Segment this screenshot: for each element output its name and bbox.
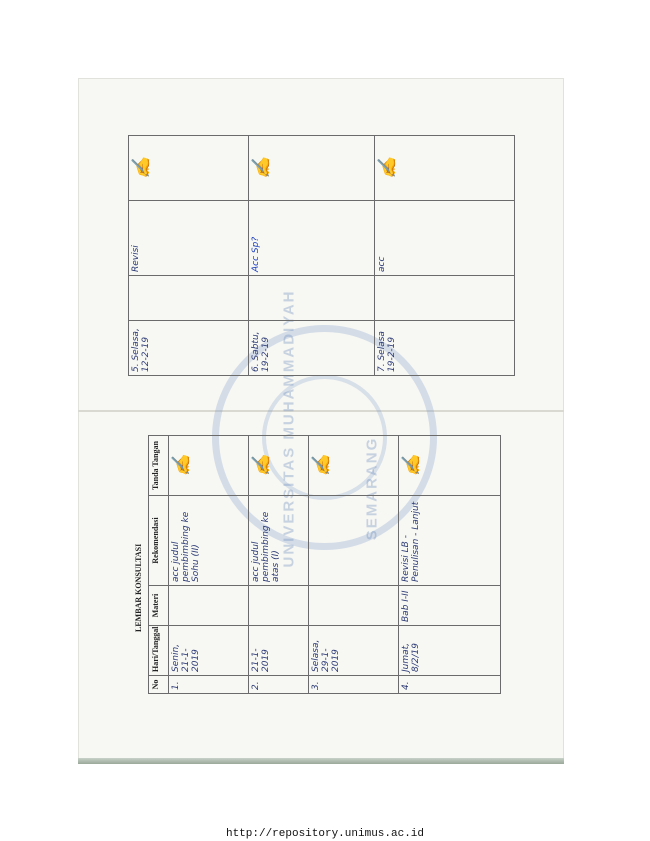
row-no: 2. xyxy=(249,676,309,694)
row-date: 21-1-2019 xyxy=(249,626,309,676)
sheet-title: LEMBAR KONSULTASI xyxy=(134,543,143,632)
row-no: 6. xyxy=(251,363,261,372)
signature: ✍ xyxy=(249,136,375,201)
upper-table xyxy=(128,135,515,376)
row-date: Senin, 21-1-2019 xyxy=(169,626,249,676)
row-rekomendasi: acc judul pembimbing ke atas (I) xyxy=(249,496,309,586)
row-materi xyxy=(309,586,399,626)
row-no: 4. xyxy=(399,676,501,694)
table-row xyxy=(249,136,375,376)
upper-table-wrap xyxy=(128,136,514,376)
table-row xyxy=(309,436,399,694)
watermark-bottom-text: SEMARANG xyxy=(363,436,381,541)
row-materi: Bab I-II xyxy=(399,586,501,626)
row-date: Selasa, 29-1-2019 xyxy=(309,626,399,676)
row-materi xyxy=(249,276,375,321)
row-rekomendasi xyxy=(309,496,399,586)
watermark-top-text: UNIVERSITAS MUHAMMADIYAH xyxy=(280,289,298,568)
col-no: No xyxy=(149,676,169,694)
row-date-text: Selasa, 12-2-19 xyxy=(131,328,151,372)
row-no: 7. xyxy=(377,363,387,372)
row-rekomendasi: Revisi LB - Penulisan - Lanjut xyxy=(399,496,501,586)
col-ttd: Tanda Tangan xyxy=(149,436,169,496)
row-rekomendasi: Acc Sp? xyxy=(249,201,375,276)
row-rekomendasi: Revisi xyxy=(129,201,249,276)
table-row xyxy=(399,436,501,694)
row-materi xyxy=(249,586,309,626)
lower-table-wrap xyxy=(148,436,500,694)
signature: ✍ xyxy=(129,136,249,201)
row-date xyxy=(129,321,249,376)
col-rekomendasi: Rekomendasi xyxy=(149,496,169,586)
row-materi xyxy=(169,586,249,626)
row-rekomendasi: acc xyxy=(375,201,515,276)
table-row xyxy=(169,436,249,694)
row-date-text: Selasa 19-2-19 xyxy=(377,331,397,372)
row-date xyxy=(249,321,375,376)
row-no: 1. xyxy=(169,676,249,694)
row-date: Jumat, 8/2/19 xyxy=(399,626,501,676)
row-materi xyxy=(375,276,515,321)
scan-bottom-edge xyxy=(78,758,564,764)
row-no: 3. xyxy=(309,676,399,694)
table-row xyxy=(129,136,249,376)
row-date xyxy=(375,321,515,376)
table-header-row xyxy=(149,436,169,694)
table-row xyxy=(249,436,309,694)
signature: ✍ xyxy=(375,136,515,201)
row-materi xyxy=(129,276,249,321)
row-date-text: Sabtu, 19-2-19 xyxy=(251,331,271,372)
signature: ✍ xyxy=(249,436,309,496)
signature: ✍ xyxy=(309,436,399,496)
col-materi: Materi xyxy=(149,586,169,626)
lower-table xyxy=(148,435,501,694)
footer-url: http://repository.unimus.ac.id xyxy=(225,828,425,840)
signature: ✍ xyxy=(169,436,249,496)
row-rekomendasi: acc judul pembimbing ke Sohu (II) xyxy=(169,496,249,586)
table-row xyxy=(375,136,515,376)
row-no: 5. xyxy=(131,363,141,372)
col-date: Hari/Tanggal xyxy=(149,626,169,676)
signature: ✍ xyxy=(399,436,501,496)
